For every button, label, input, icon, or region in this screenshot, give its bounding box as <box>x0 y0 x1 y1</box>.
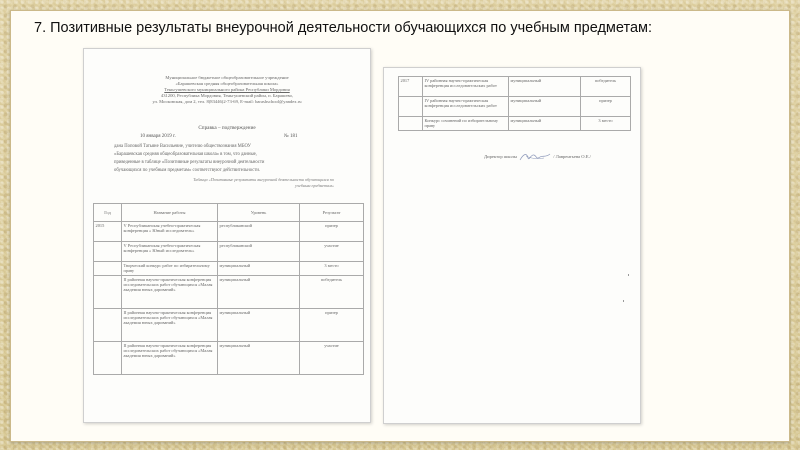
cell-result: победитель <box>300 276 364 309</box>
cell-level: муниципальный <box>218 262 300 276</box>
cell-year <box>399 97 423 117</box>
header-level: Уровень <box>218 204 300 222</box>
table-row <box>94 276 364 309</box>
cell-name: IV районная научно-практическая конференция исследовательских работ <box>423 97 509 117</box>
cell-level: республиканский <box>218 222 300 242</box>
cell-name: II районная научно-практическая конференция исследовательских работ обучающихся «Малая академия юных дарований» <box>122 342 218 375</box>
letterhead-line: ул. Московская, дом 2, тел. 8(83446)2-73-69, E-mail: barashschool@yandex.ru <box>152 99 302 104</box>
results-table <box>93 203 364 375</box>
table-caption-line: учебным предметам» <box>295 182 334 188</box>
scan-speck <box>628 274 629 276</box>
cell-result: призер <box>300 222 364 242</box>
certificate-body-line: обучающихся по учебным предметам» соответствуют действительности. <box>114 168 261 173</box>
cell-result: призер <box>300 309 364 342</box>
certificate-page-2 <box>383 67 641 424</box>
certificate-title: Справка – подтверждение <box>198 125 256 131</box>
cell-year <box>94 276 122 309</box>
cell-year <box>399 117 423 131</box>
cell-year <box>94 262 122 276</box>
slide-title: 7. Позитивные результаты внеурочной деятельности обучающихся по учебным предметам: <box>34 20 653 36</box>
cell-name: II районная научно-практическая конференция исследовательских работ обучающихся «Малая академия юных дарований» <box>122 309 218 342</box>
cell-year <box>94 342 122 375</box>
cell-result: участие <box>300 242 364 262</box>
table-row <box>94 242 364 262</box>
certificate-body-line: приведенные в таблице «Позитивные результаты внеурочной деятельности <box>114 160 265 165</box>
cell-result: 3 место <box>581 117 631 131</box>
cell-result: призер <box>581 97 631 117</box>
cell-level: муниципальный <box>509 77 581 97</box>
cell-level: муниципальный <box>509 97 581 117</box>
cell-name: V Республиканская учебно-практическая конференция « Юный исследователь» <box>122 242 218 262</box>
certificate-body-line: «Барашевская средняя общеобразовательная школа» в том, что данные, <box>114 152 257 157</box>
cell-level: республиканский <box>218 242 300 262</box>
table-row <box>94 222 364 242</box>
cell-result: 3 место <box>300 262 364 276</box>
cell-name: V Республиканская учебно-практическая конференция « Юный исследователь» <box>122 222 218 242</box>
table-header-row <box>94 204 364 222</box>
letterhead-line: 431200, Республика Мордовия, Теньгушевский район, п. Барашево, <box>160 93 294 98</box>
certificate-date: 10 января 2019 г. <box>140 134 176 139</box>
cell-level: муниципальный <box>218 342 300 375</box>
director-label: Директор школы <box>484 154 517 160</box>
results-table-continued <box>398 76 631 131</box>
cell-result: победитель <box>581 77 631 97</box>
table-row <box>399 77 631 97</box>
cell-result: участие <box>300 342 364 375</box>
table-row <box>399 97 631 117</box>
letterhead-line: «Барашевская средняя общеобразовательная школа» <box>175 81 279 86</box>
cell-year: 2015 <box>94 222 122 242</box>
director-signature-line <box>484 152 591 162</box>
cell-name: Конкурс сочинений по избирательному праву <box>423 117 509 131</box>
table-row <box>94 309 364 342</box>
table-row <box>94 342 364 375</box>
table-row <box>94 262 364 276</box>
header-year: Год <box>94 204 122 222</box>
cell-level: муниципальный <box>218 276 300 309</box>
table-caption-line: Таблица «Позитивные результаты внеурочной деятельности обучающихся по <box>193 177 334 182</box>
scan-speck <box>623 300 624 302</box>
cell-name: Творческий конкурс работ по избирательному праву <box>122 262 218 276</box>
certificate-body-line: дана Поповой Татьяне Васильевне, учителю обществознания МБОУ <box>114 144 251 149</box>
letterhead-line: Муниципальное бюджетное общеобразовательное учреждение <box>165 75 289 80</box>
header-result: Результат <box>300 204 364 222</box>
cell-year: 2017 <box>399 77 423 97</box>
cell-level: муниципальный <box>509 117 581 131</box>
director-name: / Лаврентьева О.Е./ <box>553 154 591 160</box>
certificate-number: № 181 <box>284 134 298 139</box>
cell-name: IV районная научно-практическая конференция исследовательских работ <box>423 77 509 97</box>
table-row <box>399 117 631 131</box>
cell-name: II районная научно-практическая конференция исследовательских работ обучающихся «Малая академия юных дарований» <box>122 276 218 309</box>
cell-year <box>94 242 122 262</box>
table-caption <box>124 177 334 188</box>
letterhead-line: Теньгушевского муниципального района Республики Мордовия <box>164 87 290 92</box>
header-name: Название работы <box>122 204 218 222</box>
cell-year <box>94 309 122 342</box>
signature-icon <box>518 152 552 162</box>
certificate-page-1 <box>83 48 371 423</box>
cell-level: муниципальный <box>218 309 300 342</box>
